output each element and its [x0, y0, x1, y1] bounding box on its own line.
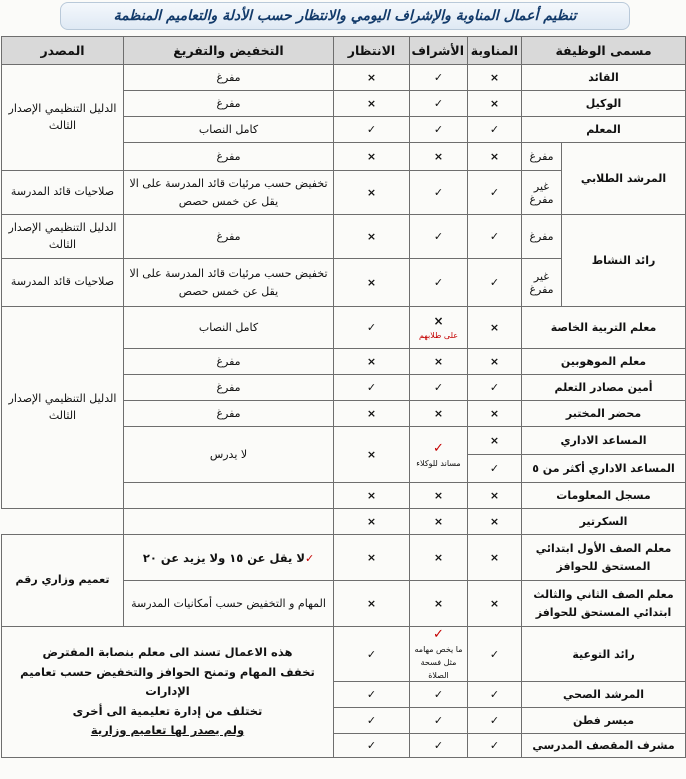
check-mark: ✓ [468, 455, 522, 483]
cross-mark: × [468, 91, 522, 117]
cross-mark: × [334, 427, 410, 483]
note: مساند للوكلاء [416, 458, 461, 468]
cross-mark: × [410, 349, 468, 375]
reduction-cell: مفرغ [124, 375, 334, 401]
cross-mark: × [334, 535, 410, 581]
reduction-cell: كامل النصاب [124, 307, 334, 349]
job-cell: المعلم [522, 117, 686, 143]
header-job: مسمى الوظيفة [522, 37, 686, 65]
job-cell: المرشد الطلابي [562, 143, 686, 215]
check-mark: ✓ [468, 708, 522, 734]
source-cell: تعميم وزاري رقم [2, 535, 124, 627]
status-cell: غير مفرغ [522, 259, 562, 307]
job-cell: معلم الصف الأول ابتدائي المستحق للحوافز [522, 535, 686, 581]
cross-mark: × [468, 143, 522, 171]
supervision-cell [410, 627, 468, 682]
source-cell: الدليل التنظيمي الإصدار الثالث [2, 215, 124, 259]
check-mark: ✓ [410, 259, 468, 307]
reduction-cell [124, 483, 334, 509]
cross-mark: × [410, 535, 468, 581]
note-line: ولم يصدر لها تعاميم وزارية [90, 723, 245, 738]
cross-mark: × [410, 581, 468, 627]
source-cell: الدليل التنظيمي الإصدار الثالث [2, 307, 124, 509]
reduction-cell: مفرغ [124, 65, 334, 91]
check-mark: ✓ [433, 440, 444, 456]
job-cell: القائد [522, 65, 686, 91]
job-cell: محضر المختبر [522, 401, 686, 427]
check-mark: ✓ [468, 627, 522, 682]
reduction-cell [124, 509, 334, 535]
job-cell: معلم التربية الخاصة [522, 307, 686, 349]
supervision-cell [410, 307, 468, 349]
cross-mark: × [468, 535, 522, 581]
table-row [2, 307, 686, 349]
header-duty: المناوبة [468, 37, 522, 65]
check-mark: ✓ [410, 171, 468, 215]
reduction-cell: مفرغ [124, 143, 334, 171]
note-line: تخفف المهام وتمنح الحوافز والتخفيض حسب تعاميم الإدارات [20, 664, 315, 699]
check-mark: ✓ [334, 375, 410, 401]
table-row [2, 627, 686, 682]
cross-mark: × [468, 401, 522, 427]
supervision-cell [410, 427, 468, 483]
cross-mark: × [334, 483, 410, 509]
cross-mark: × [334, 259, 410, 307]
check-mark: ✓ [468, 259, 522, 307]
header-source: المصدر [2, 37, 124, 65]
reduction-cell: لا يدرس [124, 427, 334, 483]
check-mark: ✓ [410, 65, 468, 91]
source-cell: الدليل التنظيمي الإصدار الثالث [2, 65, 124, 171]
header-reduction: التخفيض والتفريغ [124, 37, 334, 65]
reduction-cell: مفرغ [124, 349, 334, 375]
status-cell: مفرغ [522, 143, 562, 171]
check-mark: ✓ [334, 627, 410, 682]
job-cell: الوكيل [522, 91, 686, 117]
bottom-note [2, 627, 334, 758]
job-cell: معلم الموهوبين [522, 349, 686, 375]
job-cell: رائد التوعية [522, 627, 686, 682]
cross-mark: × [334, 215, 410, 259]
cross-mark: × [410, 143, 468, 171]
header-row [2, 37, 686, 65]
cross-mark: × [410, 483, 468, 509]
reduction-text: لا يقل عن ١٥ ولا يزيد عن ٢٠ [142, 550, 305, 565]
check-mark: ✓ [334, 682, 410, 708]
table-row [2, 65, 686, 91]
reduction-cell: تخفيض حسب مرئيات قائد المدرسة على الا يقل عن خمس حصص [124, 259, 334, 307]
cross-mark: × [433, 314, 444, 328]
check-mark: ✓ [468, 215, 522, 259]
note: على طلابهم [418, 331, 458, 340]
check-mark: ✓ [468, 117, 522, 143]
source-cell: صلاحيات قائد المدرسة [2, 259, 124, 307]
cross-mark: × [334, 509, 410, 535]
cross-mark: × [334, 349, 410, 375]
cross-mark: × [468, 349, 522, 375]
reduction-cell: كامل النصاب [124, 117, 334, 143]
table-row [2, 215, 686, 259]
check-mark: ✓ [410, 682, 468, 708]
check-mark: ✓ [334, 117, 410, 143]
check-mark: ✓ [410, 375, 468, 401]
check-mark: ✓ [410, 708, 468, 734]
job-cell: المرشد الصحي [522, 682, 686, 708]
cross-mark: × [468, 483, 522, 509]
reduction-cell: مفرغ [124, 215, 334, 259]
check-mark: ✓ [334, 734, 410, 758]
table-row [2, 535, 686, 581]
cross-mark: × [334, 581, 410, 627]
job-cell: مسجل المعلومات [522, 483, 686, 509]
source-cell: صلاحيات قائد المدرسة [2, 171, 124, 215]
cross-mark: × [410, 509, 468, 535]
job-cell: المساعد الاداري [522, 427, 686, 455]
check-mark: ✓ [410, 117, 468, 143]
table-row [2, 509, 686, 535]
note: ما يخص مهامه مثل فسحة الصلاة [414, 645, 463, 680]
cross-mark: × [334, 143, 410, 171]
cross-mark: × [334, 171, 410, 215]
page-title: تنظيم أعمال المناوبة والإشراف اليومي والانتظار حسب الأدلة والتعاميم المنظمة [60, 2, 630, 30]
job-cell: مشرف المقصف المدرسي [522, 734, 686, 758]
reduction-cell [124, 535, 334, 581]
job-cell: ميسر فطن [522, 708, 686, 734]
cross-mark: × [334, 401, 410, 427]
cross-mark: × [334, 65, 410, 91]
check-mark: ✓ [433, 627, 444, 642]
check-mark: ✓ [468, 375, 522, 401]
header-waiting: الانتظار [334, 37, 410, 65]
check-mark: ✓ [468, 734, 522, 758]
cross-mark: × [334, 91, 410, 117]
cross-mark: × [468, 509, 522, 535]
job-cell: أمين مصادر التعلم [522, 375, 686, 401]
check-mark: ✓ [334, 708, 410, 734]
status-cell: غير مفرغ [522, 171, 562, 215]
job-cell: معلم الصف الثاني والثالث ابتدائي المستحق للحوافز [522, 581, 686, 627]
cross-mark: × [468, 581, 522, 627]
reduction-cell: مفرغ [124, 401, 334, 427]
header-supervision: الأشراف [410, 37, 468, 65]
job-cell: المساعد الاداري أكثر من ٥ [522, 455, 686, 483]
reduction-cell: المهام و التخفيض حسب أمكانيات المدرسة [124, 581, 334, 627]
note-line: تختلف من إدارة تعليمية الى أخرى [72, 703, 263, 718]
check-mark: ✓ [410, 734, 468, 758]
check-mark: ✓ [468, 682, 522, 708]
check-mark: ✓ [410, 91, 468, 117]
note-line: هذه الاعمال تسند الى معلم بنصابة المفترض [42, 645, 293, 660]
job-cell: السكرتير [522, 509, 686, 535]
check-mark: ✓ [410, 215, 468, 259]
cross-mark: × [468, 65, 522, 91]
check-mark: ✓ [468, 171, 522, 215]
cross-mark: × [468, 307, 522, 349]
check-mark: ✓ [304, 551, 315, 565]
reduction-cell: تخفيض حسب مرئيات قائد المدرسة على الا يقل عن خمس حصص [124, 171, 334, 215]
duty-table [1, 36, 686, 758]
status-cell: مفرغ [522, 215, 562, 259]
job-cell: رائد النشاط [562, 215, 686, 307]
check-mark: ✓ [334, 307, 410, 349]
reduction-cell: مفرغ [124, 91, 334, 117]
cross-mark: × [410, 401, 468, 427]
cross-mark: × [468, 427, 522, 455]
